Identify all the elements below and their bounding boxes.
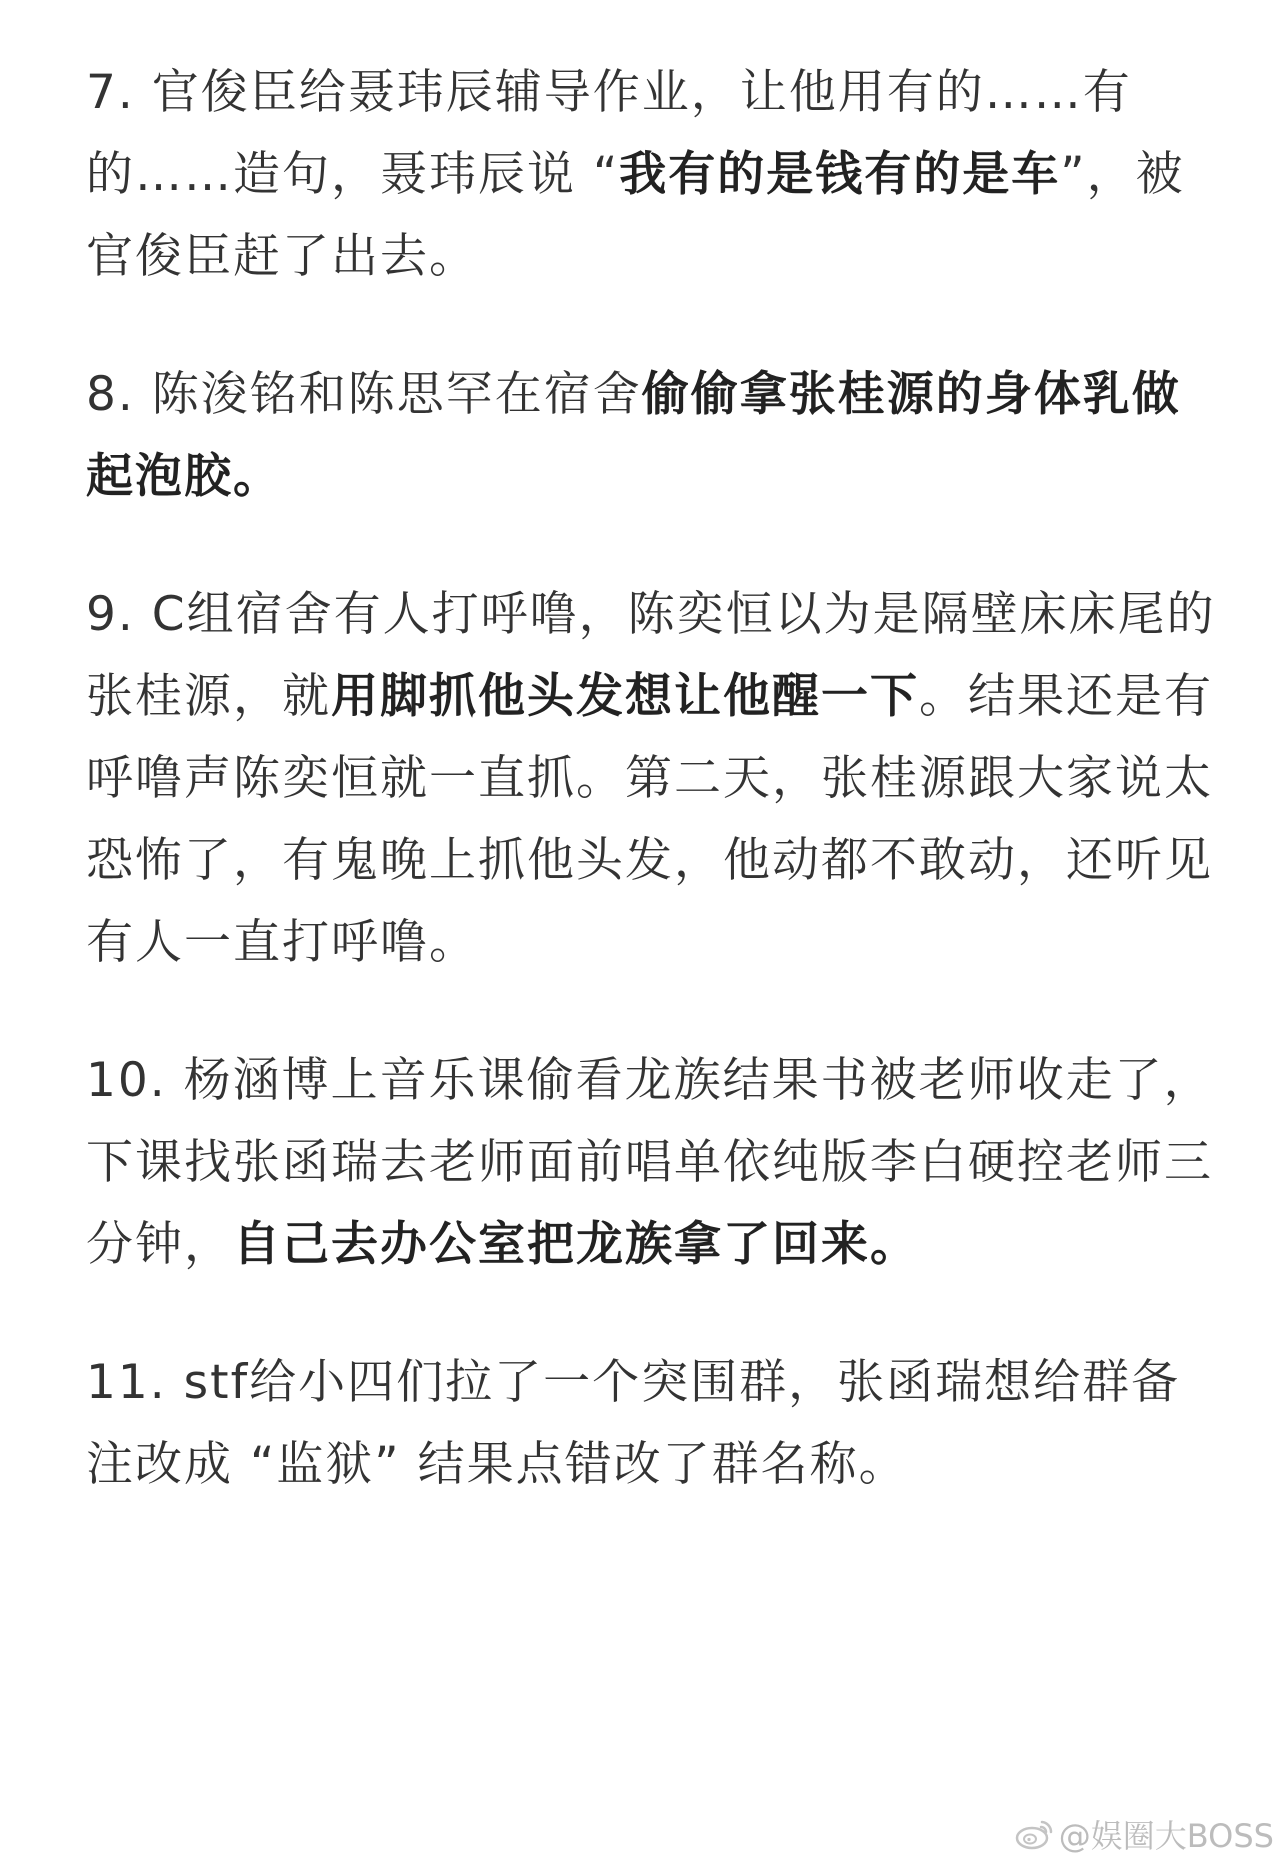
item-emphasis: 我有的是钱有的是车 — [619, 147, 1061, 202]
post-content — [86, 52, 1216, 1562]
list-item — [86, 52, 1216, 298]
list-item — [86, 1342, 1216, 1506]
watermark-text: @娱圈大BOSS — [1058, 1817, 1274, 1855]
item-emphasis: 自己去办公室把龙族拿了回来。 — [233, 1217, 919, 1272]
item-text: 。结果还是有呼噜声陈奕恒就一直抓。第二天，张桂源跟大家说太恐怖了，有鬼晚上抓他头发，他动都不敢动，还听见有人一直打呼噜。 — [86, 669, 1213, 970]
item-emphasis: 偷偷拿张桂源的身体乳做起泡胶。 — [86, 367, 1181, 504]
item-text: 10. 杨涵博上音乐课偷看龙族结果书被老师收走了，下课找张函瑞去老师面前唱单依纯版李白硬控老师三分钟， — [86, 1053, 1213, 1272]
item-text: ”，被官俊臣赶了出去。 — [86, 147, 1185, 284]
list-item — [86, 354, 1216, 518]
list-item — [86, 1040, 1216, 1286]
item-text: 11. stf给小四们拉了一个突围群，张函瑞想给群备注改成 “监狱” 结果点错改了群名称。 — [86, 1355, 1181, 1492]
item-text: 7. 官俊臣给聂玮辰辅导作业，让他用有的……有的……造句，聂玮辰说 “ — [86, 65, 1132, 202]
item-text: 9. C组宿舍有人打呼噜，陈奕恒以为是隔壁床床尾的张桂源，就 — [86, 587, 1216, 724]
weibo-icon — [1015, 1818, 1055, 1850]
watermark — [1015, 1811, 1274, 1857]
list-item — [86, 574, 1216, 984]
item-emphasis: 用脚抓他头发想让他醒一下 — [331, 669, 919, 724]
item-text: 8. 陈浚铭和陈思罕在宿舍 — [86, 367, 642, 422]
